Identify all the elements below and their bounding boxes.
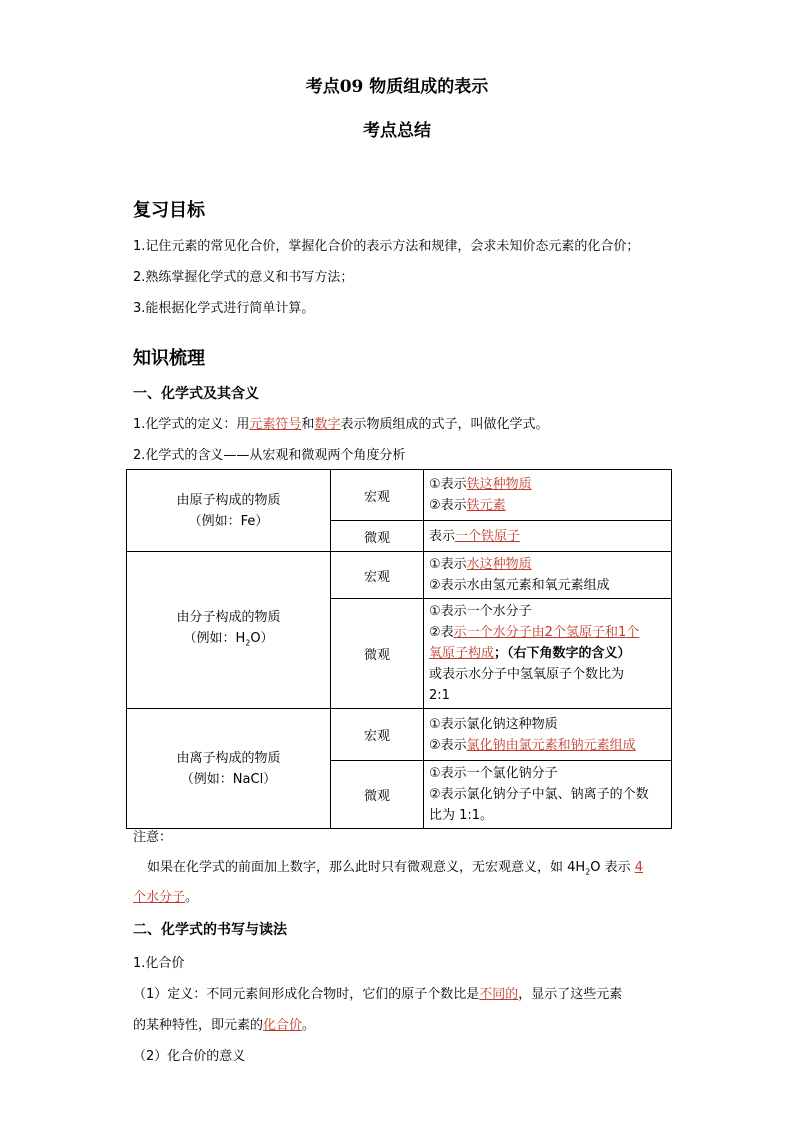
review-item-1: 1.记住元素的常见化合价，掌握化合价的表示方法和规律，会求未知价态元素的化合价； — [133, 239, 640, 254]
group-atom-example: （例如：Fe） — [188, 513, 269, 529]
answer-blank: 1 — [617, 625, 627, 640]
section1-heading: 一、化学式及其含义 — [133, 386, 259, 402]
ion-macro-line1: ①表示氯化钠这种物质 — [429, 716, 558, 732]
group-atom-cell — [127, 470, 331, 552]
def-suffix: 表示物质组成的式子，叫做化学式。 — [340, 417, 549, 432]
text: ，显示了这些元素 — [518, 987, 623, 1002]
answer-blank: 氯化钠由氯元素和钠元素组成 — [466, 737, 636, 753]
text: ②表 — [429, 625, 454, 640]
answer-blank: 个 — [626, 625, 640, 640]
answer-blank: 个水分子 — [133, 890, 186, 905]
valence-definition-line2 — [133, 1014, 315, 1033]
molecule-micro-line1: ①表示一个水分子 — [429, 604, 532, 619]
ion-micro-line2: ②表示氯化钠分子中氯、钠离子的个数 — [429, 787, 649, 802]
answer-blank: 示一个水分子由 — [453, 625, 545, 640]
ion-macro-line2 — [429, 735, 666, 756]
text: 如果在化学式的前面加上数字，那么此时只有微观意义，无宏观意义，如 4H — [147, 860, 586, 875]
macro-label: 宏观 — [331, 470, 424, 521]
def-blank-symbol: 元素符号 — [249, 417, 302, 432]
valence-definition-line1 — [133, 983, 622, 1002]
answer-blank: 个氢原子和 — [552, 625, 618, 640]
answer-blank: 化合价 — [263, 1018, 303, 1033]
text: （例如：H — [183, 630, 246, 646]
text: ①表示 — [429, 477, 467, 492]
molecule-micro-line5: 2:1 — [429, 688, 450, 703]
table-row — [127, 552, 672, 599]
def-mid: 和 — [301, 417, 315, 432]
formula-definition — [133, 413, 548, 432]
note-text-line1 — [147, 856, 643, 877]
atom-macro-cell — [424, 470, 672, 521]
macro-label: 宏观 — [331, 552, 424, 599]
atom-macro-line1 — [429, 474, 666, 495]
ion-macro-cell — [424, 709, 672, 761]
micro-label: 微观 — [331, 761, 424, 829]
valence-heading: 1.化合价 — [133, 956, 185, 971]
answer-blank: 水这种物质 — [466, 557, 532, 572]
note-text-line2 — [133, 886, 198, 905]
text: 表示 — [429, 528, 456, 544]
text: 。 — [302, 1018, 316, 1033]
answer-blank: 2 — [544, 625, 553, 640]
review-heading: 复习目标 — [133, 200, 205, 221]
text: 的某种特性，即元素的 — [133, 1018, 264, 1033]
molecule-macro-cell — [424, 552, 672, 599]
ion-micro-cell — [424, 761, 672, 829]
group-ion-name: 由离子构成的物质 — [176, 750, 281, 766]
molecule-micro-cell — [424, 599, 672, 709]
page-subtitle: 考点总结 — [363, 121, 431, 141]
table-row — [127, 470, 672, 521]
molecule-micro-line4: 或表示水分子中氢氧原子个数比为 — [429, 667, 625, 682]
bold-note: ；（右下角数字的含义） — [494, 646, 631, 661]
subscript: 2 — [585, 867, 591, 877]
answer-blank: 铁这种物质 — [466, 477, 532, 492]
text: O 表示 — [590, 860, 635, 875]
group-molecule-cell — [127, 552, 331, 709]
def-blank-number: 数字 — [314, 417, 341, 432]
molecule-micro-line2 — [429, 622, 666, 643]
molecule-macro-line1 — [429, 554, 666, 575]
valence-meaning-heading: （2）化合价的意义 — [133, 1049, 246, 1064]
group-ion-cell — [127, 709, 331, 829]
molecule-micro-line3 — [429, 643, 666, 664]
text: ①表示 — [429, 557, 467, 572]
text: O） — [250, 630, 274, 646]
formula-meaning-table — [126, 469, 672, 829]
micro-label: 微观 — [331, 521, 424, 552]
page-title: 考点09 物质组成的表示 — [305, 77, 489, 97]
answer-blank: 4 — [634, 860, 644, 875]
group-atom-name: 由原子构成的物质 — [176, 492, 281, 508]
group-molecule-example — [132, 628, 325, 654]
text: ②表示 — [429, 498, 467, 513]
review-item-3: 3.能根据化学式进行简单计算。 — [133, 301, 315, 316]
answer-blank: 氧原子构成 — [429, 646, 495, 661]
macro-label: 宏观 — [331, 709, 424, 761]
group-molecule-name: 由分子构成的物质 — [176, 609, 281, 625]
knowledge-heading: 知识梳理 — [133, 348, 205, 369]
text: 。 — [185, 890, 199, 905]
review-item-2: 2.熟练掌握化学式的意义和书写方法； — [133, 270, 354, 285]
formula-meaning-line: 2.化学式的含义——从宏观和微观两个角度分析 — [133, 448, 406, 463]
def-prefix: 1.化学式的定义：用 — [133, 417, 250, 432]
group-ion-example: （例如：NaCl） — [180, 771, 277, 787]
table-row — [127, 709, 672, 761]
section2-heading: 二、化学式的书写与读法 — [133, 922, 287, 938]
molecule-macro-line2: ②表示水由氢元素和氧元素组成 — [429, 578, 610, 593]
ion-micro-line3: 比为 1:1。 — [429, 808, 494, 823]
answer-blank: 铁元素 — [466, 498, 506, 513]
ion-micro-line1: ①表示一个氯化钠分子 — [429, 766, 558, 781]
atom-micro-cell — [424, 521, 672, 552]
subscript: 2 — [245, 638, 251, 648]
text: ②表示 — [429, 737, 467, 753]
text: （1）定义：不同元素间形成化合物时，它们的原子个数比是 — [133, 987, 480, 1002]
answer-blank: 不同的 — [479, 987, 519, 1002]
atom-macro-line2 — [429, 495, 666, 516]
answer-blank: 一个铁原子 — [455, 528, 521, 544]
micro-label: 微观 — [331, 599, 424, 709]
note-label: 注意： — [133, 830, 173, 845]
